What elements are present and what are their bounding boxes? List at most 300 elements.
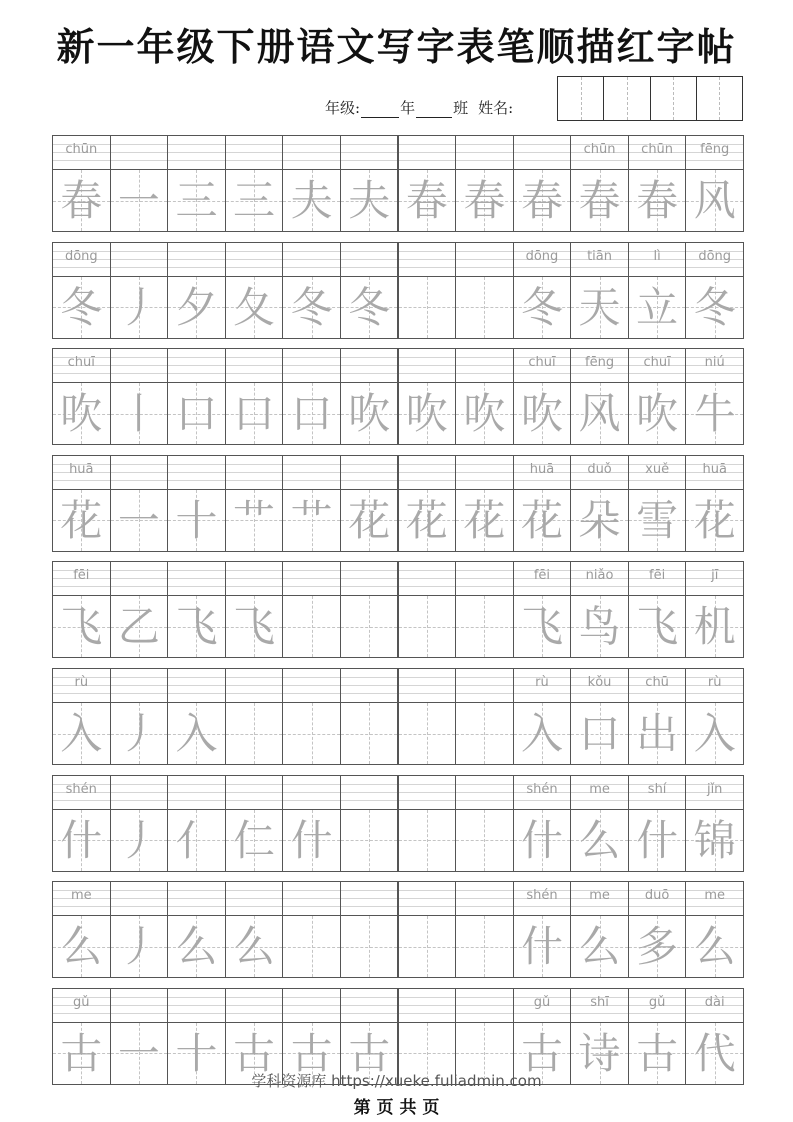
practice-row xyxy=(52,668,743,765)
character-box xyxy=(685,915,744,978)
practice-cell[interactable] xyxy=(685,775,744,872)
practice-cell[interactable] xyxy=(110,775,169,872)
practice-cell[interactable] xyxy=(110,135,169,232)
character-box xyxy=(52,382,111,445)
character-box xyxy=(513,809,572,872)
pinyin-text: duō xyxy=(644,888,670,904)
trace-character: 一 xyxy=(117,495,160,545)
name-box[interactable] xyxy=(697,77,742,120)
practice-cell[interactable] xyxy=(110,455,169,552)
pinyin-box xyxy=(455,242,514,276)
pinyin-box xyxy=(52,135,111,169)
practice-cell[interactable] xyxy=(513,242,572,339)
character-box xyxy=(340,169,399,232)
practice-cell[interactable] xyxy=(110,561,169,658)
pinyin-box xyxy=(570,348,629,382)
practice-cell[interactable] xyxy=(398,775,457,872)
character-box xyxy=(513,595,572,658)
practice-cell[interactable] xyxy=(52,348,111,445)
pinyin-text: gǔ xyxy=(73,994,90,1010)
practice-cell[interactable] xyxy=(340,242,399,339)
pinyin-box xyxy=(455,455,514,489)
trace-character: 么 xyxy=(60,922,103,972)
practice-cell[interactable] xyxy=(340,455,399,552)
pinyin-box xyxy=(167,561,226,595)
character-box xyxy=(340,915,399,978)
trace-character: 什 xyxy=(60,815,103,865)
trace-character: 古 xyxy=(233,1028,276,1078)
practice-cell[interactable] xyxy=(455,881,514,978)
practice-cell[interactable] xyxy=(628,348,687,445)
practice-cell[interactable] xyxy=(225,668,284,765)
practice-cell[interactable] xyxy=(167,135,226,232)
practice-cell[interactable] xyxy=(167,348,226,445)
trace-character: 花 xyxy=(405,495,448,545)
pinyin-box xyxy=(52,988,111,1022)
practice-cell[interactable] xyxy=(685,881,744,978)
trace-character: 飞 xyxy=(636,602,679,652)
class-blank[interactable] xyxy=(416,101,452,118)
practice-cell[interactable] xyxy=(570,242,629,339)
practice-cell[interactable] xyxy=(685,135,744,232)
pinyin-box xyxy=(628,561,687,595)
character-box xyxy=(455,169,514,232)
practice-cell[interactable] xyxy=(167,242,226,339)
pinyin-box xyxy=(628,775,687,809)
pinyin-box xyxy=(570,135,629,169)
pinyin-text: chūn xyxy=(65,142,98,157)
pinyin-box xyxy=(282,561,341,595)
trace-character: 口 xyxy=(290,389,333,439)
character-box xyxy=(110,809,169,872)
pinyin-box xyxy=(628,242,687,276)
practice-cell[interactable] xyxy=(455,775,514,872)
character-box xyxy=(167,276,226,339)
pinyin-box xyxy=(513,455,572,489)
practice-cell[interactable] xyxy=(225,348,284,445)
trace-character: 吹 xyxy=(405,389,448,439)
character-box xyxy=(685,276,744,339)
trace-character: 什 xyxy=(520,815,563,865)
trace-character: 冬 xyxy=(520,282,563,332)
pinyin-box xyxy=(225,881,284,915)
practice-cell[interactable] xyxy=(52,881,111,978)
character-box xyxy=(398,809,457,872)
practice-cell[interactable] xyxy=(570,135,629,232)
practice-cell[interactable] xyxy=(513,668,572,765)
character-box xyxy=(340,595,399,658)
pinyin-text: rù xyxy=(535,675,549,690)
practice-cell[interactable] xyxy=(110,242,169,339)
trace-character: 什 xyxy=(520,922,563,972)
pinyin-box xyxy=(167,242,226,276)
character-box xyxy=(225,809,284,872)
pinyin-box xyxy=(398,242,457,276)
character-box xyxy=(167,702,226,765)
pinyin-box xyxy=(340,455,399,489)
pinyin-box xyxy=(282,348,341,382)
trace-character: 花 xyxy=(348,495,391,545)
pinyin-box xyxy=(570,988,629,1022)
practice-cell[interactable] xyxy=(455,455,514,552)
practice-cell[interactable] xyxy=(455,135,514,232)
pinyin-box xyxy=(628,455,687,489)
character-box xyxy=(110,276,169,339)
practice-cell[interactable] xyxy=(398,135,457,232)
pinyin-text: duǒ xyxy=(587,461,612,477)
trace-character xyxy=(283,916,340,977)
pinyin-text: shén xyxy=(526,888,558,904)
name-boxes[interactable] xyxy=(557,76,743,121)
character-box xyxy=(225,382,284,445)
practice-cell[interactable] xyxy=(513,775,572,872)
pinyin-box xyxy=(225,455,284,489)
practice-cell[interactable] xyxy=(52,775,111,872)
practice-cell[interactable] xyxy=(340,881,399,978)
character-box xyxy=(282,595,341,658)
trace-character: 夂 xyxy=(233,282,276,332)
pinyin-text: shén xyxy=(65,781,97,797)
practice-cell[interactable] xyxy=(282,348,341,445)
trace-character: 花 xyxy=(693,495,736,545)
practice-cell[interactable] xyxy=(225,561,284,658)
character-box xyxy=(340,276,399,339)
practice-cell[interactable] xyxy=(513,881,572,978)
practice-cell[interactable] xyxy=(628,881,687,978)
practice-cell[interactable] xyxy=(570,881,629,978)
practice-cell[interactable] xyxy=(455,242,514,339)
trace-character xyxy=(341,810,398,871)
pinyin-box xyxy=(340,775,399,809)
character-box xyxy=(398,702,457,765)
practice-cell[interactable] xyxy=(455,668,514,765)
trace-character: 雪 xyxy=(636,495,679,545)
practice-row xyxy=(52,455,743,552)
character-box xyxy=(628,915,687,978)
practice-cell[interactable] xyxy=(628,135,687,232)
pinyin-text: dài xyxy=(704,994,725,1010)
character-box xyxy=(570,382,629,445)
practice-cell[interactable] xyxy=(167,561,226,658)
trace-character: 艹 xyxy=(233,495,276,545)
practice-cell[interactable] xyxy=(628,775,687,872)
practice-cell[interactable] xyxy=(282,668,341,765)
practice-cell[interactable] xyxy=(398,348,457,445)
practice-cell[interactable] xyxy=(340,135,399,232)
pinyin-box xyxy=(628,668,687,702)
trace-character: 夫 xyxy=(290,176,333,225)
practice-cell[interactable] xyxy=(282,135,341,232)
pinyin-box xyxy=(398,455,457,489)
character-box xyxy=(513,382,572,445)
pinyin-text: dōng xyxy=(698,248,732,264)
practice-cell[interactable] xyxy=(685,348,744,445)
pinyin-box xyxy=(628,988,687,1022)
trace-character: 么 xyxy=(578,815,621,865)
practice-cell[interactable] xyxy=(110,881,169,978)
pinyin-box xyxy=(110,455,169,489)
pinyin-box xyxy=(110,668,169,702)
trace-character: 飞 xyxy=(520,602,563,652)
trace-character xyxy=(341,703,398,764)
trace-character: 古 xyxy=(60,1028,103,1078)
practice-cell[interactable] xyxy=(282,561,341,658)
pinyin-text: gǔ xyxy=(533,994,551,1010)
character-box xyxy=(455,702,514,765)
character-box xyxy=(52,489,111,552)
character-box xyxy=(628,595,687,658)
trace-character xyxy=(399,810,456,871)
pinyin-box xyxy=(52,668,111,702)
pinyin-box xyxy=(685,775,744,809)
trace-character: 春 xyxy=(520,176,563,225)
pinyin-box xyxy=(225,988,284,1022)
trace-character xyxy=(456,596,513,657)
practice-cell[interactable] xyxy=(685,561,744,658)
pinyin-box xyxy=(513,988,572,1022)
pinyin-box xyxy=(398,348,457,382)
character-box xyxy=(225,489,284,552)
practice-cell[interactable] xyxy=(685,242,744,339)
practice-row xyxy=(52,561,743,658)
trace-character: 吹 xyxy=(636,389,679,439)
pinyin-box xyxy=(513,668,572,702)
practice-cell[interactable] xyxy=(282,242,341,339)
character-box xyxy=(570,809,629,872)
pinyin-box xyxy=(225,348,284,382)
pinyin-text: chuī xyxy=(67,355,95,371)
pinyin-box xyxy=(282,242,341,276)
trace-character: 冬 xyxy=(290,282,333,332)
pinyin-box xyxy=(455,668,514,702)
character-box xyxy=(340,489,399,552)
pinyin-text: me xyxy=(704,888,726,904)
character-box xyxy=(685,595,744,658)
trace-character: 丿 xyxy=(117,282,160,332)
character-box xyxy=(282,276,341,339)
pinyin-box xyxy=(455,881,514,915)
trace-character xyxy=(456,703,513,764)
practice-cell[interactable] xyxy=(225,775,284,872)
practice-cell[interactable] xyxy=(340,561,399,658)
practice-cell[interactable] xyxy=(110,668,169,765)
name-box[interactable] xyxy=(651,77,697,120)
practice-cell[interactable] xyxy=(340,775,399,872)
character-box xyxy=(225,169,284,232)
trace-character: 么 xyxy=(693,922,736,972)
practice-cell[interactable] xyxy=(398,561,457,658)
pinyin-text: huā xyxy=(69,461,94,477)
practice-cell[interactable] xyxy=(628,561,687,658)
pinyin-text: niú xyxy=(704,355,725,371)
pinyin-box xyxy=(513,881,572,915)
practice-cell[interactable] xyxy=(685,668,744,765)
practice-cell[interactable] xyxy=(628,242,687,339)
pinyin-box xyxy=(282,135,341,169)
practice-cell[interactable] xyxy=(110,348,169,445)
trace-character: 夫 xyxy=(348,176,391,225)
trace-character xyxy=(456,810,513,871)
character-box xyxy=(513,915,572,978)
practice-cell[interactable] xyxy=(282,455,341,552)
pinyin-box xyxy=(110,561,169,595)
pinyin-box xyxy=(282,988,341,1022)
practice-cell[interactable] xyxy=(685,455,744,552)
practice-cell[interactable] xyxy=(225,881,284,978)
pinyin-text: me xyxy=(70,888,92,904)
pinyin-text: fēi xyxy=(649,568,666,584)
practice-cell[interactable] xyxy=(282,881,341,978)
practice-cell[interactable] xyxy=(52,242,111,339)
practice-cell[interactable] xyxy=(167,775,226,872)
watermark: 学科资源库 https://xueke.fuliadmin.com xyxy=(251,1072,542,1090)
pinyin-text: shén xyxy=(526,781,558,797)
practice-cell[interactable] xyxy=(52,135,111,232)
character-box xyxy=(225,595,284,658)
character-box xyxy=(52,276,111,339)
practice-cell[interactable] xyxy=(455,561,514,658)
pinyin-text: fēi xyxy=(533,568,551,584)
grade-blank[interactable] xyxy=(361,101,399,118)
practice-cell[interactable] xyxy=(398,881,457,978)
practice-cell[interactable] xyxy=(340,668,399,765)
practice-row xyxy=(52,881,743,978)
character-box xyxy=(685,169,744,232)
character-box xyxy=(110,382,169,445)
pinyin-text: niǎo xyxy=(585,568,614,584)
practice-cell[interactable] xyxy=(167,455,226,552)
pinyin-box xyxy=(685,135,744,169)
character-box xyxy=(110,915,169,978)
pinyin-box xyxy=(685,348,744,382)
practice-cell[interactable] xyxy=(628,668,687,765)
character-box xyxy=(513,169,572,232)
practice-cell[interactable] xyxy=(398,668,457,765)
trace-character: 吹 xyxy=(60,389,103,439)
pinyin-box xyxy=(225,775,284,809)
trace-character xyxy=(341,916,398,977)
practice-cell[interactable] xyxy=(282,775,341,872)
character-box xyxy=(398,169,457,232)
character-box xyxy=(52,169,111,232)
practice-cell[interactable] xyxy=(52,668,111,765)
pinyin-text: xuě xyxy=(645,461,670,477)
character-box xyxy=(398,595,457,658)
page-number: 第 页 共 页 xyxy=(353,1098,440,1118)
practice-cell[interactable] xyxy=(513,455,572,552)
character-box xyxy=(167,809,226,872)
pinyin-box xyxy=(282,775,341,809)
practice-cell[interactable] xyxy=(52,561,111,658)
grade-label: 年级: xyxy=(325,99,361,117)
pinyin-box xyxy=(455,348,514,382)
pinyin-box xyxy=(282,881,341,915)
character-box xyxy=(398,382,457,445)
trace-character: 什 xyxy=(290,815,333,865)
practice-cell[interactable] xyxy=(340,348,399,445)
pinyin-text: me xyxy=(589,888,610,904)
character-box xyxy=(570,702,629,765)
pinyin-box xyxy=(570,775,629,809)
pinyin-box xyxy=(513,775,572,809)
name-box[interactable] xyxy=(604,77,650,120)
year-label: 年 xyxy=(400,99,416,117)
character-box xyxy=(225,702,284,765)
practice-cell[interactable] xyxy=(513,135,572,232)
character-box xyxy=(513,489,572,552)
practice-cell[interactable] xyxy=(570,455,629,552)
trace-character: 丿 xyxy=(117,815,160,865)
practice-cell[interactable] xyxy=(52,455,111,552)
practice-cell[interactable] xyxy=(167,881,226,978)
pinyin-box xyxy=(685,242,744,276)
character-box xyxy=(167,489,226,552)
pinyin-box xyxy=(398,775,457,809)
pinyin-text: rù xyxy=(707,675,722,690)
practice-cell[interactable] xyxy=(570,668,629,765)
trace-character: 冬 xyxy=(60,282,103,332)
trace-character: 飞 xyxy=(233,602,276,652)
trace-character: 仁 xyxy=(233,815,276,865)
trace-character: 夕 xyxy=(175,282,218,332)
character-box xyxy=(52,595,111,658)
practice-cell[interactable] xyxy=(513,348,572,445)
character-box xyxy=(398,489,457,552)
trace-character: 十 xyxy=(175,1028,218,1078)
trace-character: 丿 xyxy=(117,922,160,972)
practice-cell[interactable] xyxy=(570,775,629,872)
trace-character: 什 xyxy=(636,815,679,865)
trace-character: 立 xyxy=(636,282,679,332)
pinyin-text: gǔ xyxy=(648,994,666,1010)
pinyin-box xyxy=(570,455,629,489)
pinyin-box xyxy=(628,881,687,915)
character-box xyxy=(570,276,629,339)
trace-character: 多 xyxy=(636,922,679,972)
trace-character: 诗 xyxy=(578,1028,621,1078)
practice-cell[interactable] xyxy=(225,242,284,339)
practice-cell[interactable] xyxy=(570,561,629,658)
practice-cell[interactable] xyxy=(398,455,457,552)
pinyin-box xyxy=(225,135,284,169)
trace-character: 吹 xyxy=(348,389,391,439)
practice-cell[interactable] xyxy=(398,242,457,339)
practice-cell[interactable] xyxy=(225,455,284,552)
pinyin-box xyxy=(455,561,514,595)
pinyin-box xyxy=(167,988,226,1022)
trace-character: 春 xyxy=(463,176,506,225)
practice-cell[interactable] xyxy=(167,668,226,765)
practice-cell[interactable] xyxy=(513,561,572,658)
name-box[interactable] xyxy=(558,77,604,120)
character-box xyxy=(282,702,341,765)
pinyin-text: me xyxy=(589,781,610,797)
trace-character: 飞 xyxy=(60,602,103,652)
trace-character: 一 xyxy=(117,1028,160,1078)
character-box xyxy=(167,382,226,445)
character-box xyxy=(167,915,226,978)
practice-cell[interactable] xyxy=(225,135,284,232)
trace-character xyxy=(399,916,456,977)
practice-cell[interactable] xyxy=(455,348,514,445)
pinyin-box xyxy=(455,135,514,169)
practice-cell[interactable] xyxy=(570,348,629,445)
practice-cell[interactable] xyxy=(628,455,687,552)
pinyin-text: huā xyxy=(702,461,727,477)
trace-character: 艹 xyxy=(290,495,333,545)
character-box xyxy=(455,809,514,872)
trace-character: 春 xyxy=(636,176,679,225)
